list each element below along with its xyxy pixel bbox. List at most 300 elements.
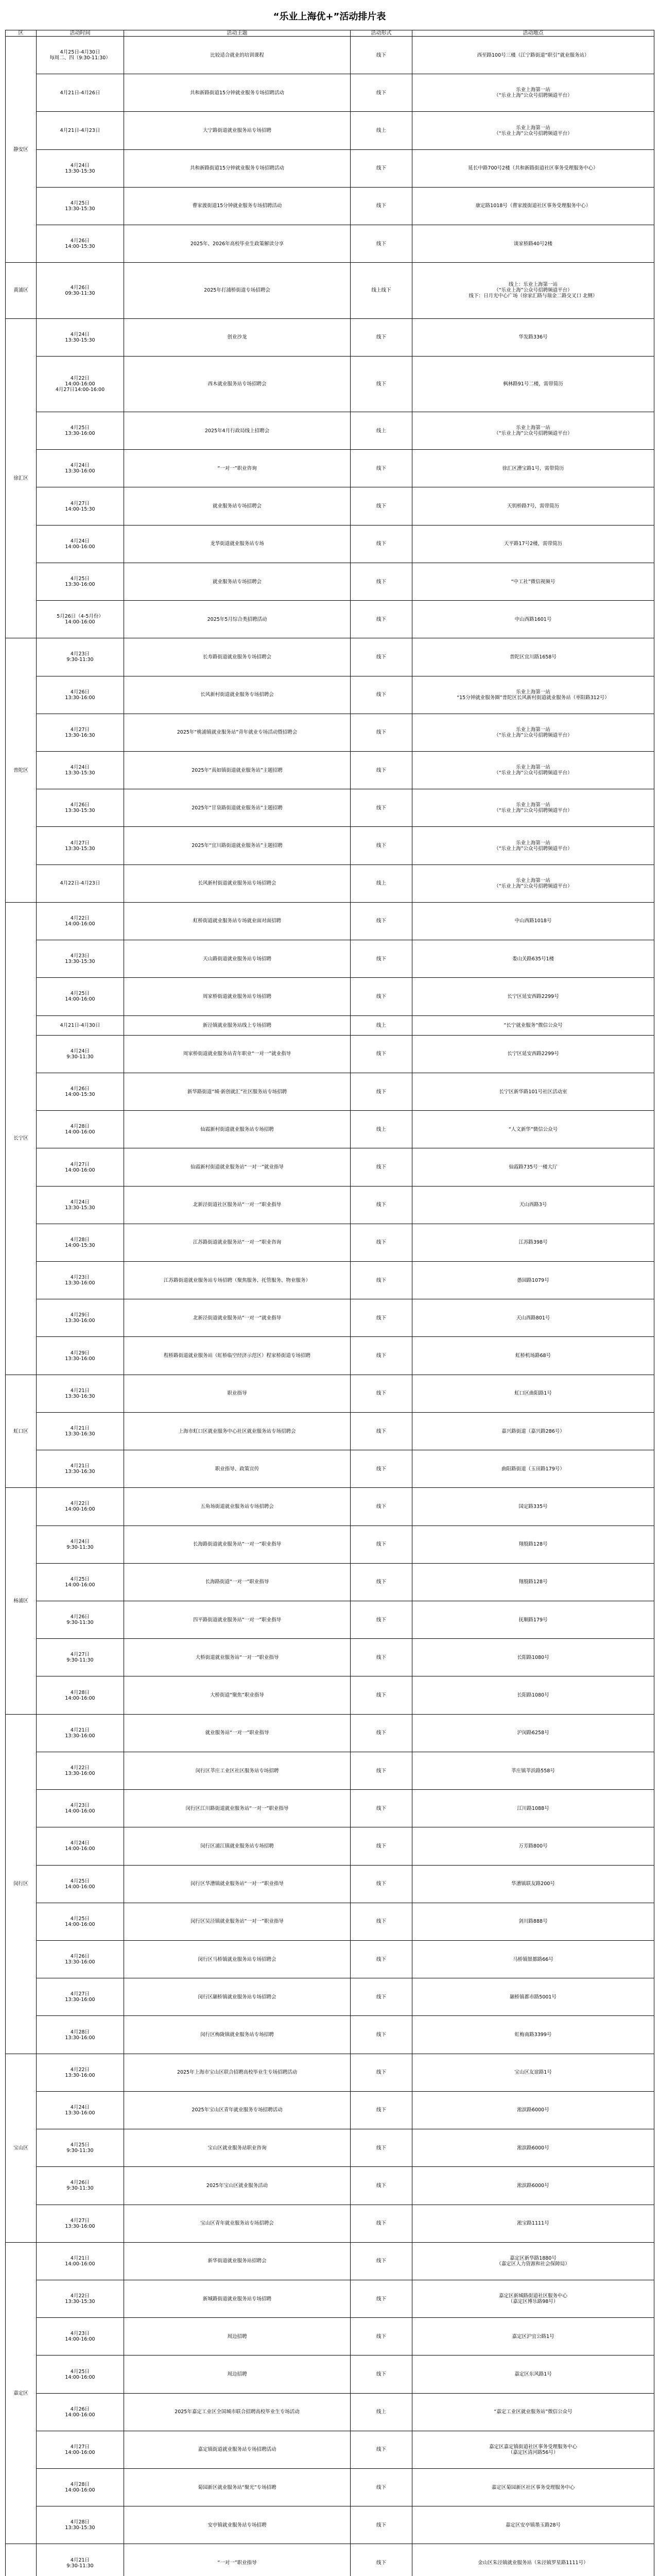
- table-row: [6, 1978, 654, 2016]
- place-cell: 曲阳路街道（玉田路179号）: [412, 1450, 654, 1488]
- place-cell: 长阳路1080号: [412, 1676, 654, 1714]
- place-cell: 马桥镇银都路66号: [412, 1940, 654, 1978]
- table-row: [6, 1488, 654, 1526]
- theme-cell: 四平路街道就业服务站“一对一”职业指导: [124, 1601, 351, 1639]
- time-cell: 4月22日 13:30-15:30: [37, 2280, 124, 2317]
- time-cell: 4月27日 13:30-16:30: [37, 714, 124, 751]
- form-cell: 线下: [351, 1262, 412, 1299]
- theme-cell: 宝山区青年就业服务站专场招聘会: [124, 2205, 351, 2242]
- table-header-row: [6, 30, 654, 37]
- table-row: [6, 2129, 654, 2167]
- table-row: [6, 2393, 654, 2431]
- place-cell: 长宁区延安西路2299号: [412, 1035, 654, 1073]
- time-cell: 4月22日 13:30-16:00: [37, 2054, 124, 2091]
- time-cell: 4月25日-4月30日 每周二、四（9:30-11:30）: [37, 37, 124, 74]
- form-cell: 线下: [351, 487, 412, 525]
- time-cell: 4月22日 14:00-16:00: [37, 902, 124, 940]
- table-row: [6, 638, 654, 676]
- time-cell: 4月23日 13:30-15:30: [37, 940, 124, 978]
- form-cell: 线下: [351, 2318, 412, 2355]
- form-cell: 线下: [351, 1375, 412, 1412]
- theme-cell: 闵行区浦江镇就业服务站专场招聘: [124, 1827, 351, 1865]
- place-cell: 嘉定区嘉定镇街道社区事务受理服务中心 （嘉定区清河路56号）: [412, 2431, 654, 2468]
- form-cell: 线下: [351, 450, 412, 487]
- form-cell: 线下: [351, 1035, 412, 1073]
- theme-cell: 江苏路街道就业服务站“一对一”职业咨询: [124, 1224, 351, 1261]
- time-cell: 4月21日 13:30-16:30: [37, 1375, 124, 1412]
- time-cell: 4月27日 9:30-11:30: [37, 1639, 124, 1676]
- theme-cell: 长海路街道“一对一”职业指导: [124, 1563, 351, 1601]
- theme-cell: 北新泾街道就业服务站“一对一”就业指导: [124, 1299, 351, 1337]
- time-cell: 4月24日 9:30-11:30: [37, 1035, 124, 1073]
- place-cell: 乐业上海第一站 （“乐业上海”公众号招聘频道平台）: [412, 865, 654, 902]
- place-cell: 徐汇区漕宝路1号，需带简历: [412, 450, 654, 487]
- table-row: [6, 563, 654, 600]
- place-cell: 中山西路1018号: [412, 902, 654, 940]
- header-place: 活动地点: [412, 30, 654, 37]
- form-cell: 线上: [351, 1015, 412, 1035]
- place-cell: 嘉定区新城路街道社区服务中心 （嘉定区博乐路98号）: [412, 2280, 654, 2317]
- theme-cell: 长海路街道就业服务站“一对一”职业指导: [124, 1526, 351, 1563]
- table-row: [6, 2469, 654, 2506]
- theme-cell: “一对一”职业咨询: [124, 450, 351, 487]
- district-cell: 嘉定区: [6, 2242, 37, 2544]
- form-cell: 线下: [351, 1073, 412, 1110]
- time-cell: 4月23日 14:00-16:00: [37, 2318, 124, 2355]
- district-cell: 黄浦区: [6, 263, 37, 318]
- place-cell: 天山西路3号: [412, 1186, 654, 1224]
- place-cell: 沪闵路6258号: [412, 1714, 654, 1752]
- form-cell: 线下: [351, 2431, 412, 2468]
- time-cell: 4月25日 14:00-16:00: [37, 1903, 124, 1940]
- place-cell: 金山区朱泾镇就业服务站（朱泾镇罗星路1111号）: [412, 2544, 654, 2576]
- theme-cell: 2025年“甘泉路街道就业服务站”主题招聘: [124, 789, 351, 827]
- place-cell: 江苏路398号: [412, 1224, 654, 1261]
- time-cell: 4月25日 14:00-16:00: [37, 2355, 124, 2393]
- form-cell: 线上: [351, 1111, 412, 1148]
- time-cell: 4月24日 13:30-15:30: [37, 149, 124, 187]
- place-cell: 天平路17号2楼，需带简历: [412, 525, 654, 563]
- table-row: [6, 789, 654, 827]
- form-cell: 线下: [351, 2544, 412, 2576]
- place-cell: 万芳路800号: [412, 1827, 654, 1865]
- place-cell: 线上：乐业上海第一站 （“乐业上海”公众号招聘频道平台） 线下：日月光中心广场（徐家汇路与瑞金二路交叉口 北侧）: [412, 263, 654, 318]
- theme-cell: 闵行区莘庄工业区社区服务站专场招聘: [124, 1752, 351, 1789]
- form-cell: 线下: [351, 1827, 412, 1865]
- place-cell: 国定路335号: [412, 1488, 654, 1526]
- district-cell: [6, 2544, 37, 2576]
- form-cell: 线上: [351, 865, 412, 902]
- time-cell: 4月26日 13:30-16:00: [37, 1940, 124, 1978]
- table-row: [6, 2242, 654, 2280]
- form-cell: 线下: [351, 2129, 412, 2167]
- place-cell: 天钥桥路7号，需带简历: [412, 487, 654, 525]
- place-cell: 长阳路1080号: [412, 1639, 654, 1676]
- time-cell: 4月23日 9:30-11:30: [37, 638, 124, 676]
- table-row: [6, 1903, 654, 1940]
- theme-cell: “一对一”职业指导: [124, 2544, 351, 2576]
- place-cell: 乐业上海第一站 （“乐业上海”公众号招聘频道平台）: [412, 714, 654, 751]
- time-cell: 4月24日 13:30-15:30: [37, 1186, 124, 1224]
- theme-cell: 2025年4月行政局线上招聘会: [124, 412, 351, 450]
- time-cell: 5月26日（4-5月份） 14:00-16:00: [37, 601, 124, 638]
- theme-cell: 就业服务站专场招聘会: [124, 563, 351, 600]
- theme-cell: 职业指导、政策宣传: [124, 1450, 351, 1488]
- form-cell: 线下: [351, 1601, 412, 1639]
- place-cell: 愚园路1079号: [412, 1262, 654, 1299]
- time-cell: 4月25日 13:30-16:00: [37, 412, 124, 450]
- theme-cell: 闵行区马桥镇就业服务站专场招聘会: [124, 1940, 351, 1978]
- form-cell: 线下: [351, 902, 412, 940]
- place-cell: 虹桥机场路68号: [412, 1337, 654, 1375]
- place-cell: 嘉定区新华路1880号 （嘉定区人力资源和社会保障局）: [412, 2242, 654, 2280]
- place-cell: 嘉定区菊园新区社区事务受理服务中心: [412, 2469, 654, 2506]
- place-cell: 西至路100号三楼（江宁路街道“职引”就业服务站）: [412, 37, 654, 74]
- theme-cell: 周边招聘: [124, 2318, 351, 2355]
- theme-cell: 宝山区就业服务站职业咨询: [124, 2129, 351, 2167]
- theme-cell: 2025年宝山区就业服务活动: [124, 2167, 351, 2205]
- place-cell: “人文新华”微信公众号: [412, 1111, 654, 1148]
- time-cell: 4月24日 13:30-16:00: [37, 2091, 124, 2129]
- place-cell: 翔殷路128号: [412, 1526, 654, 1563]
- table-row: [6, 1714, 654, 1752]
- place-cell: 乐业上海第一站 （“乐业上海”公众号招聘频道平台）: [412, 827, 654, 865]
- table-row: [6, 1601, 654, 1639]
- form-cell: 线下: [351, 1412, 412, 1450]
- time-cell: 4月21日-4月23日: [37, 112, 124, 149]
- table-row: [6, 1790, 654, 1827]
- time-cell: 4月24日 14:00-16:00: [37, 1827, 124, 1865]
- theme-cell: 长寿路街道就业服务专场招聘会: [124, 638, 351, 676]
- table-row: [6, 2205, 654, 2242]
- theme-cell: 就业服务站专场招聘会: [124, 487, 351, 525]
- form-cell: 线下: [351, 149, 412, 187]
- form-cell: 线下: [351, 1978, 412, 2016]
- time-cell: 4月25日 14:00-16:00: [37, 1865, 124, 1903]
- time-cell: 4月21日-4月26日: [37, 74, 124, 112]
- time-cell: 4月21日 14:00-16:00: [37, 2242, 124, 2280]
- place-cell: 淞滨路6000号: [412, 2129, 654, 2167]
- time-cell: 4月27日 13:30-16:00: [37, 2205, 124, 2242]
- time-cell: 4月26日 14:00-15:30: [37, 225, 124, 263]
- theme-cell: 周边招聘: [124, 2355, 351, 2393]
- theme-cell: 周家桥街道就业服务站青年职业“一对一”就业指导: [124, 1035, 351, 1073]
- schedule-table: [5, 30, 654, 2576]
- place-cell: 江川路1088号: [412, 1790, 654, 1827]
- time-cell: 4月28日 14:00-16:00: [37, 1676, 124, 1714]
- time-cell: 4月21日 9:30-11:30: [37, 2544, 124, 2576]
- place-cell: 长宁区新华路101号社区活动室: [412, 1073, 654, 1110]
- place-cell: 普陀区宜川路1658号: [412, 638, 654, 676]
- theme-cell: 就业服务站“一对一”职业指导: [124, 1714, 351, 1752]
- place-cell: “嘉定工业区就业服务站”微信公众号: [412, 2393, 654, 2431]
- table-row: [6, 1676, 654, 1714]
- theme-cell: 仙霞新村街道就业服务站“一对一”就业指导: [124, 1148, 351, 1186]
- district-cell: 闵行区: [6, 1714, 37, 2054]
- place-cell: 延长中路700号2楼（共和新路街道社区事务受理服务中心）: [412, 149, 654, 187]
- theme-cell: 2025年“真如镇街道就业服务站”主题招聘: [124, 752, 351, 789]
- theme-cell: 仙霞新村街道就业服务站专场招聘: [124, 1111, 351, 1148]
- table-row: [6, 2280, 654, 2317]
- table-row: [6, 1148, 654, 1186]
- place-cell: 乐业上海第一站 （“乐业上海”公众号招聘频道平台）: [412, 752, 654, 789]
- table-row: [6, 1111, 654, 1148]
- header-form: 活动形式: [351, 30, 412, 37]
- district-cell: 虹口区: [6, 1375, 37, 1488]
- place-cell: 嘉兴路街道（嘉兴路286号）: [412, 1412, 654, 1450]
- table-row: [6, 676, 654, 714]
- table-row: [6, 752, 654, 789]
- form-cell: 线下: [351, 978, 412, 1015]
- page-title: “乐业上海优+”活动排片表: [273, 11, 386, 22]
- theme-cell: 曹家渡街道15分钟就业服务专场招聘活动: [124, 187, 351, 225]
- table-row: [6, 1073, 654, 1110]
- theme-cell: 比较适合就业的培训课程: [124, 37, 351, 74]
- theme-cell: 2025年“宜川路街道就业服务站”主题招聘: [124, 827, 351, 865]
- table-row: [6, 412, 654, 450]
- form-cell: 线下: [351, 1186, 412, 1224]
- table-row: [6, 1827, 654, 1865]
- time-cell: 4月28日 13:30-15:30: [37, 2506, 124, 2544]
- form-cell: 线下: [351, 74, 412, 112]
- theme-cell: 江苏路街道就业服务站专场招聘（聚焦服务、托管服务、物业服务）: [124, 1262, 351, 1299]
- table-row: [6, 450, 654, 487]
- theme-cell: 2025年打浦桥街道专场招聘会: [124, 263, 351, 318]
- form-cell: 线下: [351, 789, 412, 827]
- district-cell: 宝山区: [6, 2054, 37, 2242]
- theme-cell: 共和新路街道15分钟就业服务专场招聘活动: [124, 74, 351, 112]
- time-cell: 4月25日 13:30-16:00: [37, 563, 124, 600]
- place-cell: 天山西路801号: [412, 1299, 654, 1337]
- table-row: [6, 2167, 654, 2205]
- table-row: [6, 2431, 654, 2468]
- form-cell: 线下: [351, 1790, 412, 1827]
- theme-cell: 新泾镇就业服务站线上专场招聘: [124, 1015, 351, 1035]
- form-cell: 线下: [351, 187, 412, 225]
- form-cell: 线下: [351, 37, 412, 74]
- table-row: [6, 1262, 654, 1299]
- time-cell: 4月25日 13:30-15:30: [37, 187, 124, 225]
- time-cell: 4月28日 14:00-15:30: [37, 1224, 124, 1261]
- theme-cell: 嘉定镇街道就业服务站专场招聘活动: [124, 2431, 351, 2468]
- time-cell: 4月21日 13:30-16:00: [37, 1714, 124, 1752]
- time-cell: 4月28日 13:30-16:00: [37, 2016, 124, 2054]
- form-cell: 线下: [351, 1903, 412, 1940]
- table-row: [6, 2506, 654, 2544]
- table-row: [6, 865, 654, 902]
- header-time: 活动时间: [37, 30, 124, 37]
- table-row: [6, 827, 654, 865]
- theme-cell: 周家桥街道就业服务站专场招聘: [124, 978, 351, 1015]
- place-cell: 乐业上海第一站 “15分钟就业服务圈”普陀区长风新村街道就业服务站（枣阳路312号）: [412, 676, 654, 714]
- time-cell: 4月28日 14:00-16:00: [37, 1111, 124, 1148]
- place-cell: 乐业上海第一站 （“乐业上海”公众号招聘频道平台）: [412, 74, 654, 112]
- place-cell: 抚顺路179号: [412, 1601, 654, 1639]
- time-cell: 4月26日 13:30-16:00: [37, 676, 124, 714]
- table-row: [6, 1639, 654, 1676]
- time-cell: 4月26日 9:30-11:30: [37, 1601, 124, 1639]
- table-row: [6, 525, 654, 563]
- form-cell: 线下: [351, 2091, 412, 2129]
- form-cell: 线下: [351, 1526, 412, 1563]
- theme-cell: 新华路街道“城·新创就汇”社区服务站专场招聘: [124, 1073, 351, 1110]
- form-cell: 线下: [351, 318, 412, 356]
- place-cell: 宝山区友谊路1号: [412, 2054, 654, 2091]
- form-cell: 线下: [351, 2054, 412, 2091]
- form-cell: 线下: [351, 563, 412, 600]
- header-theme: 活动主题: [124, 30, 351, 37]
- time-cell: 4月29日 13:30-16:00: [37, 1337, 124, 1375]
- time-cell: 4月23日 14:00-16:00: [37, 1790, 124, 1827]
- theme-cell: 长风新村街道就业服务专场招聘会: [124, 676, 351, 714]
- table-row: [6, 1865, 654, 1903]
- form-cell: 线下: [351, 1940, 412, 1978]
- table-row: [6, 1186, 654, 1224]
- place-cell: 谈家桥路40号2楼: [412, 225, 654, 263]
- time-cell: 4月27日 13:30-15:30: [37, 827, 124, 865]
- form-cell: 线下: [351, 1224, 412, 1261]
- table-row: [6, 1526, 654, 1563]
- time-cell: 4月26日 13:30-15:30: [37, 789, 124, 827]
- theme-cell: 共和新路街道15分钟就业服务专场招聘活动: [124, 149, 351, 187]
- time-cell: 4月22日 14:00-16:00 4月27日14:00-16:00: [37, 356, 124, 412]
- time-cell: 4月27日 13:30-16:00: [37, 1978, 124, 2016]
- table-row: [6, 263, 654, 318]
- form-cell: 线下: [351, 2355, 412, 2393]
- district-cell: 杨浦区: [6, 1488, 37, 1714]
- table-row: [6, 2016, 654, 2054]
- form-cell: 线上: [351, 412, 412, 450]
- place-cell: “中工社”微信视频号: [412, 563, 654, 600]
- form-cell: 线下: [351, 356, 412, 412]
- time-cell: 4月24日 13:30-15:30: [37, 752, 124, 789]
- theme-cell: 2025年“桃浦镇就业服务站”青年就业专场活动暨招聘会: [124, 714, 351, 751]
- table-row: [6, 1752, 654, 1789]
- time-cell: 4月25日 14:00-16:00: [37, 1563, 124, 1601]
- theme-cell: 闵行区梅陇镇就业服务站专场招聘: [124, 2016, 351, 2054]
- table-row: [6, 1375, 654, 1412]
- table-row: [6, 1563, 654, 1601]
- table-row: [6, 1412, 654, 1450]
- theme-cell: 菊园新区就业服务站“聚光”专场招聘: [124, 2469, 351, 2506]
- place-cell: 中山西路1601号: [412, 601, 654, 638]
- theme-cell: 龙华街道就业服务站专场: [124, 525, 351, 563]
- place-cell: 华漕镇联友路200号: [412, 1865, 654, 1903]
- theme-cell: 闵行区华漕镇就业服务站“一对一”职业指导: [124, 1865, 351, 1903]
- form-cell: 线下: [351, 1148, 412, 1186]
- theme-cell: 闵行区吴泾镇就业服务站“一对一”职业指导: [124, 1903, 351, 1940]
- place-cell: “长宁就业服务”微信公众号: [412, 1015, 654, 1035]
- form-cell: 线下: [351, 1488, 412, 1526]
- time-cell: 4月26日 09:30-11:30: [37, 263, 124, 318]
- form-cell: 线下: [351, 638, 412, 676]
- time-cell: 4月27日 14:00-16:00: [37, 1148, 124, 1186]
- form-cell: 线下: [351, 2242, 412, 2280]
- place-cell: 乐业上海第一站 （“乐业上海”公众号招聘频道平台）: [412, 789, 654, 827]
- time-cell: 4月21日 13:30-16:30: [37, 1412, 124, 1450]
- place-cell: 康定路1018号（曹家渡街道社区事务受理服务中心）: [412, 187, 654, 225]
- time-cell: 4月24日 9:30-11:30: [37, 1526, 124, 1563]
- header-district: 区: [6, 30, 37, 37]
- theme-cell: 职业指导: [124, 1375, 351, 1412]
- form-cell: 线下: [351, 1337, 412, 1375]
- place-cell: 枫林路91号二楼，需带简历: [412, 356, 654, 412]
- theme-cell: 2025年5月综合类招聘活动: [124, 601, 351, 638]
- district-cell: 静安区: [6, 37, 37, 263]
- table-row: [6, 1035, 654, 1073]
- time-cell: 4月21日-4月30日: [37, 1015, 124, 1035]
- form-cell: 线下: [351, 2205, 412, 2242]
- time-cell: 4月22日-4月23日: [37, 865, 124, 902]
- place-cell: 嘉定区安亭镇墨玉路28号: [412, 2506, 654, 2544]
- form-cell: 线下: [351, 2280, 412, 2317]
- time-cell: 4月26日 9:30-11:30: [37, 2167, 124, 2205]
- table-row: [6, 1940, 654, 1978]
- table-row: [6, 940, 654, 978]
- form-cell: 线下: [351, 1676, 412, 1714]
- theme-cell: 闵行区颛桥镇就业服务站专场招聘会: [124, 1978, 351, 2016]
- form-cell: 线上: [351, 2393, 412, 2431]
- form-cell: 线下: [351, 827, 412, 865]
- table-row: [6, 2355, 654, 2393]
- form-cell: 线下: [351, 225, 412, 263]
- time-cell: 4月22日 13:30-16:00: [37, 1752, 124, 1789]
- place-cell: 娄山关路635号1楼: [412, 940, 654, 978]
- table-row: [6, 225, 654, 263]
- theme-cell: 西木就业服务站专场招聘会: [124, 356, 351, 412]
- theme-cell: 安亭镇就业服务站专场招聘: [124, 2506, 351, 2544]
- table-row: [6, 487, 654, 525]
- form-cell: 线下: [351, 1639, 412, 1676]
- form-cell: 线下: [351, 2506, 412, 2544]
- form-cell: 线下: [351, 1450, 412, 1488]
- table-row: [6, 1015, 654, 1035]
- theme-cell: 程桥路街道就业服务站（虹桥临空经济示范区）程家桥街道专场招聘: [124, 1337, 351, 1375]
- time-cell: 4月24日 13:30-16:00: [37, 450, 124, 487]
- theme-cell: 北新泾街道社区服务站“一对一”职业指导: [124, 1186, 351, 1224]
- form-cell: 线下: [351, 1752, 412, 1789]
- table-row: [6, 1337, 654, 1375]
- table-row: [6, 187, 654, 225]
- time-cell: 4月27日 14:00-16:00: [37, 2431, 124, 2468]
- place-cell: 嘉定区沪宜公路1号: [412, 2318, 654, 2355]
- place-cell: 淞滨路6000号: [412, 2091, 654, 2129]
- place-cell: 淞宝路1111号: [412, 2205, 654, 2242]
- table-row: [6, 2318, 654, 2355]
- place-cell: 颛桥镇都市路5001号: [412, 1978, 654, 2016]
- form-cell: 线下: [351, 940, 412, 978]
- time-cell: 4月21日 13:30-16:30: [37, 1450, 124, 1488]
- table-row: [6, 112, 654, 149]
- table-row: [6, 978, 654, 1015]
- table-row: [6, 356, 654, 412]
- schedule-body: [6, 37, 654, 2576]
- place-cell: 长宁区延安西路2299号: [412, 978, 654, 1015]
- form-cell: 线上线下: [351, 263, 412, 318]
- place-cell: 剑川路888号: [412, 1903, 654, 1940]
- theme-cell: 长风新村街道就业服务站专场招聘会: [124, 865, 351, 902]
- form-cell: 线下: [351, 676, 412, 714]
- theme-cell: 2025年宝山区青年就业服务专场招聘活动: [124, 2091, 351, 2129]
- table-row: [6, 149, 654, 187]
- district-cell: 长宁区: [6, 902, 37, 1375]
- form-cell: 线下: [351, 525, 412, 563]
- form-cell: 线下: [351, 1299, 412, 1337]
- place-cell: 嘉定区东风路1号: [412, 2355, 654, 2393]
- form-cell: 线下: [351, 2016, 412, 2054]
- theme-cell: 创业沙龙: [124, 318, 351, 356]
- theme-cell: 大桥街道就业服务站“一对一”职业指导: [124, 1639, 351, 1676]
